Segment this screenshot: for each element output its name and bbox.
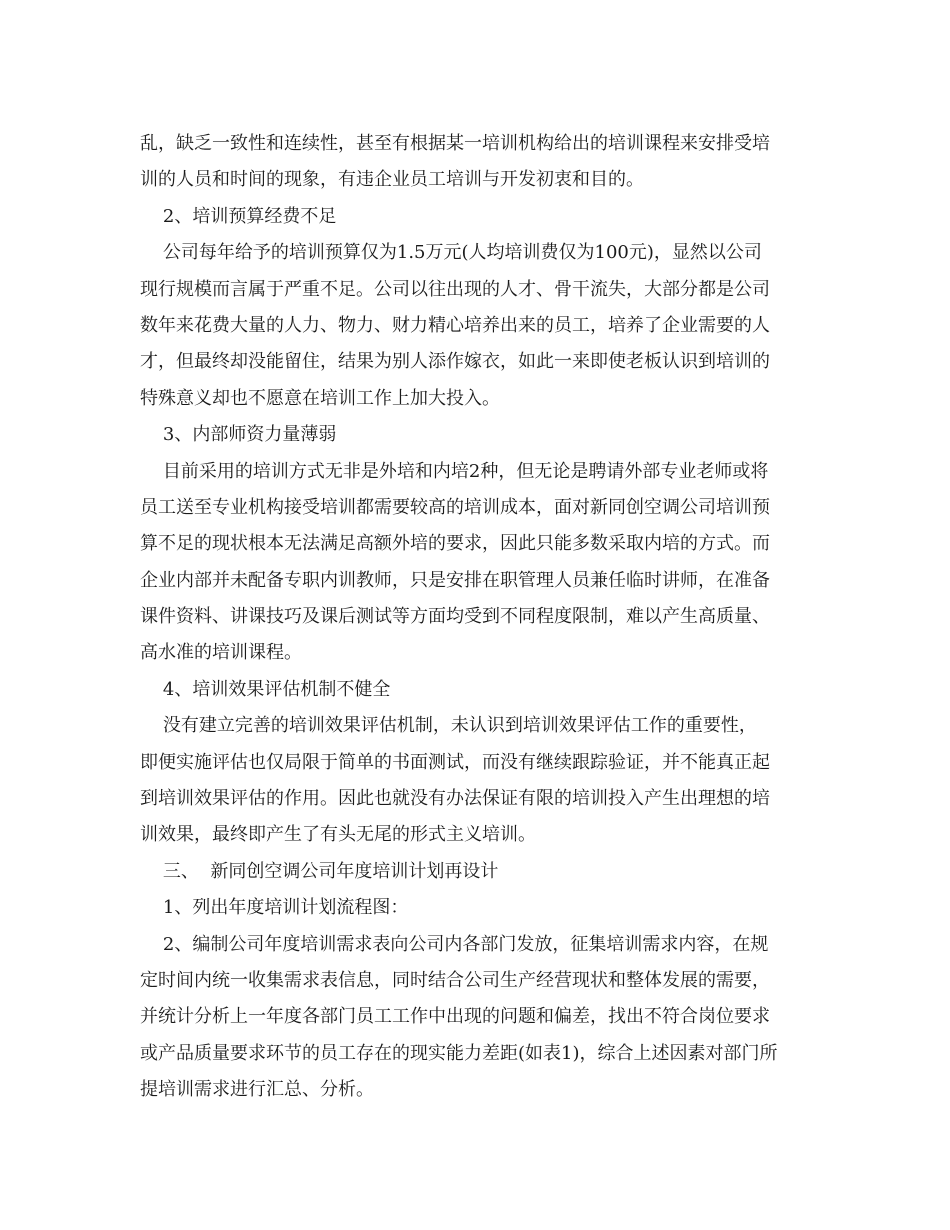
text-line: 目前采用的培训方式无非是外培和内培2种，但无论是聘请外部专业老师或将 [140,460,769,482]
text-line: 并统计分析上一年度各部门员工工作中出现的问题和偏差，找出不符合岗位要求 [140,1006,770,1028]
text-line: 提培训需求进行汇总、分析。 [140,1079,374,1101]
text-line: 训的人员和时间的现象，有违企业员工培训与开发初衷和目的。 [140,169,644,191]
section-heading: 4、培训效果评估机制不健全 [140,678,391,700]
text-line: 课件资料、讲课技巧及课后测试等方面均受到不同程度限制，难以产生高质量、 [140,606,770,628]
text-line: 到培训效果评估的作用。因此也就没有办法保证有限的培训投入产生出理想的培 [140,788,770,810]
text-line: 才，但最终却没能留住，结果为别人添作嫁衣，如此一来即使老板认识到培训的 [140,351,770,373]
text-line: 员工送至专业机构接受培训都需要较高的培训成本，面对新同创空调公司培训预 [140,496,770,518]
text-line: 定时间内统一收集需求表信息，同时结合公司生产经营现状和整体发展的需要， [140,969,770,991]
text-line: 公司每年给予的培训预算仅为1.5万元(人均培训费仅为100元)，显然以公司 [140,242,762,264]
text-line: 即便实施评估也仅局限于简单的书面测试，而没有继续跟踪验证，并不能真正起 [140,751,770,773]
document-body [140,126,820,1109]
text-line: 企业内部并未配备专职内训教师，只是安排在职管理人员兼任临时讲师，在准备 [140,569,770,591]
text-line: 算不足的现状根本无法满足高额外培的要求，因此只能多数采取内培的方式。而 [140,533,770,555]
section-heading: 1、列出年度培训计划流程图： [140,897,409,919]
text-line: 特殊意义却也不愿意在培训工作上加大投入。 [140,387,500,409]
text-line: 2、编制公司年度培训需求表向公司内各部门发放，征集培训需求内容，在规 [140,933,769,955]
text-line: 乱，缺乏一致性和连续性，甚至有根据某一培训机构给出的培训课程来安排受培 [140,133,770,154]
text-line: 没有建立完善的培训效果评估机制，未认识到培训效果评估工作的重要性， [140,715,757,737]
text-line: 或产品质量要求环节的员工存在的现实能力差距(如表1)，综合上述因素对部门所 [140,1042,778,1064]
section-heading: 2、培训预算经费不足 [140,205,337,227]
text-line: 现行规模而言属于严重不足。公司以往出现的人才、骨干流失，大部分都是公司 [140,278,770,300]
section-heading: 3、内部师资力量薄弱 [140,424,337,446]
text-line: 高水准的培训课程。 [140,642,302,664]
text-line: 数年来花费大量的人力、物力、财力精心培养出来的员工，培养了企业需要的人 [140,314,770,336]
text-line: 训效果，最终即产生了有头无尾的形式主义培训。 [140,824,536,846]
chapter-heading: 三、 新同创空调公司年度培训计划再设计 [140,860,499,882]
